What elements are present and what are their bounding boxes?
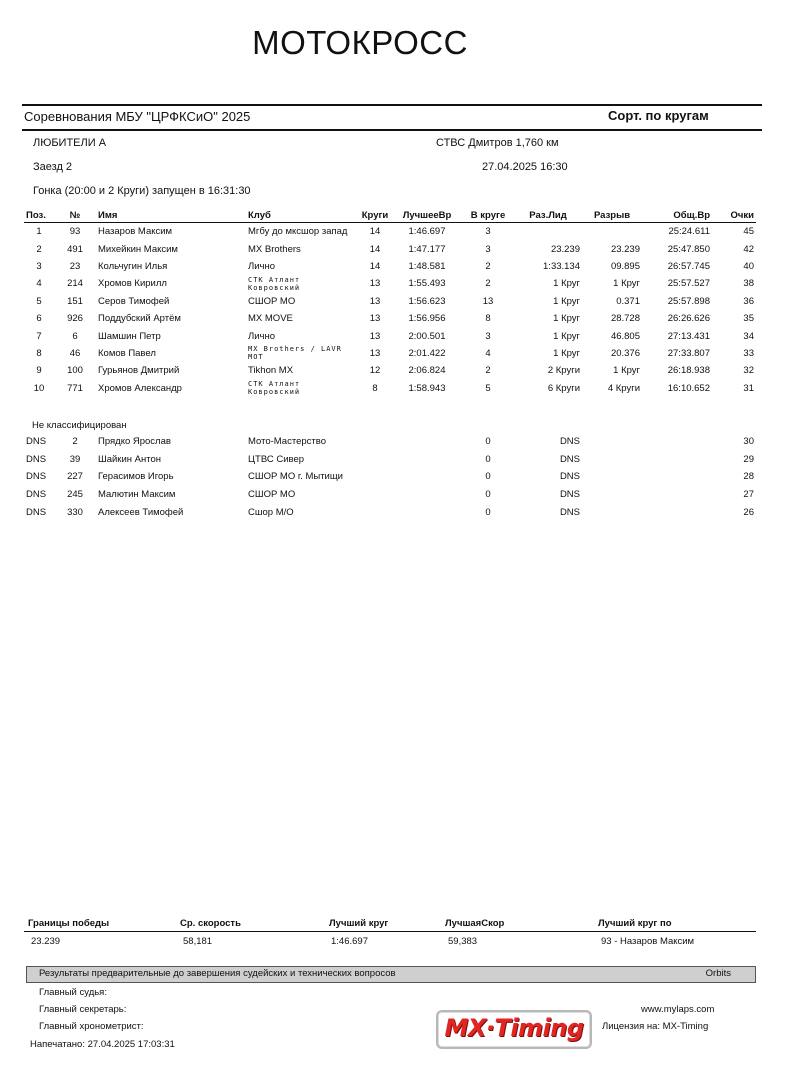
dns-empty: [642, 433, 712, 451]
dns-name: Прядко Ярослав: [98, 436, 171, 448]
banner-software: Orbits: [705, 968, 731, 979]
result-club: MX MOVE: [248, 313, 293, 325]
dns-status: DNS: [559, 471, 580, 483]
dns-club: СШОР МО г. Мытищи: [248, 471, 343, 483]
result-pos: 2: [36, 243, 42, 255]
result-gap-leader: 1 Круг: [553, 347, 580, 359]
result-points: 33: [743, 347, 754, 359]
result-total-time: 16:10.652: [667, 382, 710, 394]
result-name: Михейкин Максим: [98, 243, 178, 255]
dns-empty: [392, 433, 462, 451]
result-number: 23: [69, 260, 81, 272]
result-laps: 8: [372, 382, 378, 394]
dns-empty: [358, 486, 392, 504]
result-points: 36: [743, 295, 754, 307]
best-lap-value: 1:46.697: [331, 936, 368, 947]
result-gap-leader: 6 Круги: [547, 382, 580, 394]
result-best-lap: 2:06.824: [408, 365, 446, 377]
logo-text: MX·Timing: [444, 1014, 584, 1042]
dns-in-lap: 0: [485, 471, 491, 483]
header-rule: [22, 129, 762, 131]
col-club: Клуб: [246, 209, 358, 223]
dns-empty: [582, 503, 642, 521]
result-name: Назаров Максим: [98, 226, 173, 238]
result-points: 40: [743, 260, 754, 272]
race-label: Гонка (20:00 и 2 Круги) запущен в 16:31:30: [33, 185, 251, 197]
result-number: 151: [67, 295, 83, 307]
result-name: Серов Тимофей: [98, 295, 170, 307]
dns-number: 39: [69, 453, 81, 465]
dns-empty: [358, 433, 392, 451]
result-laps: 13: [369, 313, 381, 325]
result-pos: 8: [36, 347, 42, 359]
dns-club: ЦТВС Сивер: [248, 453, 305, 465]
col-num: №: [54, 209, 96, 223]
dns-empty: [392, 451, 462, 469]
col-diff: Разрыв: [582, 209, 642, 223]
result-best-lap: 1:47.177: [408, 243, 446, 255]
dns-status: DNS: [559, 506, 580, 518]
result-club: СТК Атлант Ковровский: [248, 380, 301, 397]
result-gap-prev: 20.376: [610, 347, 640, 359]
result-row: [24, 345, 756, 362]
dns-empty: [392, 468, 462, 486]
best-lap-label: Лучший круг: [329, 918, 389, 929]
result-pos: 10: [33, 382, 45, 394]
result-laps: 12: [369, 365, 381, 377]
dns-number: 245: [67, 489, 83, 501]
result-best-in-lap: 2: [485, 278, 491, 290]
datetime-label: 27.04.2025 16:30: [482, 161, 568, 173]
result-row: [24, 258, 756, 275]
result-name: Шамшин Петр: [98, 330, 161, 342]
result-pos: 7: [36, 330, 42, 342]
result-row: [24, 223, 756, 241]
dns-status: DNS: [559, 453, 580, 465]
result-name: Поддубский Артём: [98, 313, 181, 325]
dns-row: [24, 486, 756, 504]
result-club: Лично: [248, 330, 276, 342]
dns-number: 227: [67, 471, 83, 483]
result-best-lap: 1:58.943: [408, 382, 446, 394]
result-gap-leader: 23.239: [550, 243, 580, 255]
result-name: Гурьянов Дмитрий: [98, 365, 180, 377]
chief-judge-label: Главный судья:: [39, 987, 107, 998]
dns-name: Алексеев Тимофей: [98, 506, 184, 518]
dns-club: Сшор М/О: [248, 506, 294, 518]
chief-secretary-label: Главный секретарь:: [39, 1004, 127, 1015]
result-number: 926: [67, 313, 83, 325]
dns-pos: DNS: [26, 436, 47, 448]
banner-text: Результаты предварительные до завершения судейских и технических вопросов: [39, 968, 396, 979]
result-row: [24, 327, 756, 344]
dns-empty: [392, 486, 462, 504]
track-label: СТВС Дмитров 1,760 км: [436, 137, 559, 149]
result-gap-prev: 4 Круги: [607, 382, 640, 394]
dns-points: 28: [743, 471, 754, 483]
printed-label: Напечатано: 27.04.2025 17:03:31: [30, 1039, 175, 1050]
result-gap-leader: 1 Круг: [553, 295, 580, 307]
results-header: [24, 209, 756, 223]
result-points: 38: [743, 278, 754, 290]
result-pos: 4: [36, 278, 42, 290]
result-number: 93: [69, 226, 81, 238]
heat-label: Заезд 2: [33, 161, 73, 173]
result-total-time: 25:24.611: [668, 226, 710, 238]
dns-club: СШОР МО: [248, 489, 296, 501]
dns-empty: [358, 503, 392, 521]
result-total-time: 25:47.850: [667, 243, 710, 255]
result-laps: 13: [369, 295, 381, 307]
dns-empty: [582, 451, 642, 469]
result-row: [24, 362, 756, 379]
result-total-time: 26:26.626: [667, 313, 710, 325]
result-gap-leader: [514, 223, 582, 241]
license-label: Лицензия на: MX-Timing: [602, 1021, 709, 1032]
dns-name: Герасимов Игорь: [98, 471, 174, 483]
dns-status: DNS: [559, 489, 580, 501]
result-club: MX Brothers: [248, 243, 301, 255]
result-best-in-lap: 4: [485, 347, 491, 359]
col-inlap: В круге: [462, 209, 514, 223]
dns-points: 26: [743, 506, 754, 518]
result-total-time: 25:57.898: [667, 295, 710, 307]
result-pos: 1: [36, 226, 42, 238]
result-best-lap: 1:56.623: [408, 295, 446, 307]
dns-row: [24, 503, 756, 521]
best-speed-label: ЛучшаяСкор: [445, 918, 505, 929]
avg-speed-label: Ср. скорость: [180, 918, 241, 929]
dns-pos: DNS: [26, 489, 47, 501]
result-points: 32: [743, 365, 754, 377]
result-row: [24, 275, 756, 292]
col-laps: Круги: [358, 209, 392, 223]
result-points: 31: [743, 382, 754, 394]
dns-number: 2: [72, 436, 78, 448]
result-number: 6: [72, 330, 78, 342]
result-club: Tikhon MX: [248, 365, 294, 377]
dns-empty: [642, 503, 712, 521]
dns-empty: [642, 486, 712, 504]
result-total-time: 26:18.938: [667, 365, 710, 377]
col-pos: Поз.: [24, 209, 54, 223]
result-laps: 14: [369, 260, 381, 272]
dns-row: [24, 451, 756, 469]
not-classified-table: [24, 433, 756, 521]
result-name: Комов Павел: [98, 347, 156, 359]
dns-points: 27: [743, 489, 754, 501]
dns-number: 330: [67, 506, 83, 518]
dns-empty: [642, 468, 712, 486]
website-label: www.mylaps.com: [641, 1004, 715, 1015]
result-laps: 14: [369, 243, 381, 255]
result-gap-leader: 1 Круг: [553, 278, 580, 290]
win-margin-value: 23.239: [31, 936, 61, 947]
best-lap-by-value: 93 - Назаров Максим: [601, 936, 695, 947]
result-gap-prev: 23.239: [610, 243, 640, 255]
results-table: [24, 209, 756, 397]
top-rule: [22, 104, 762, 106]
result-best-lap: 1:48.581: [408, 260, 446, 272]
dns-empty: [582, 486, 642, 504]
mx-timing-logo: [436, 1010, 592, 1049]
best-speed-value: 59,383: [448, 936, 478, 947]
dns-status: DNS: [559, 436, 580, 448]
dns-in-lap: 0: [485, 489, 491, 501]
competition-title: Соревнования МБУ "ЦРФКСиО" 2025: [24, 109, 251, 124]
result-best-in-lap: 8: [485, 313, 491, 325]
result-club: СТК Атлант Ковровский: [248, 275, 301, 292]
result-gap-prev: [582, 223, 642, 241]
result-gap-prev: 09.895: [610, 260, 640, 272]
win-margin-label: Границы победы: [28, 918, 110, 929]
result-pos: 6: [36, 313, 42, 325]
result-laps: 13: [369, 347, 381, 359]
result-best-in-lap: 3: [485, 243, 491, 255]
result-points: 42: [743, 243, 754, 255]
result-total-time: 27:33.807: [667, 347, 710, 359]
result-points: 35: [743, 313, 754, 325]
result-club: Лично: [248, 260, 276, 272]
col-name: Имя: [96, 209, 246, 223]
result-pos: 5: [36, 295, 42, 307]
result-gap-prev: 1 Круг: [613, 278, 640, 290]
dns-empty: [358, 468, 392, 486]
result-pos: 9: [36, 365, 42, 377]
dns-in-lap: 0: [485, 453, 491, 465]
dns-name: Шайкин Антон: [98, 453, 162, 465]
chief-timekeeper-label: Главный хронометрист:: [39, 1021, 144, 1032]
result-best-lap: 2:00.501: [408, 330, 446, 342]
preliminary-banner: [26, 966, 756, 983]
result-points: 45: [743, 226, 754, 238]
category-label: ЛЮБИТЕЛИ А: [33, 137, 107, 149]
result-best-in-lap: 2: [485, 365, 491, 377]
result-gap-prev: 46.805: [610, 330, 640, 342]
dns-pos: DNS: [26, 506, 47, 518]
result-gap-leader: 2 Круги: [547, 365, 580, 377]
dns-empty: [358, 451, 392, 469]
avg-speed-value: 58,181: [183, 936, 213, 947]
result-row: [24, 310, 756, 327]
result-row: [24, 293, 756, 310]
dns-row: [24, 468, 756, 486]
col-total: Общ.Вр: [642, 209, 712, 223]
sort-label: Сорт. по кругам: [608, 108, 709, 123]
result-row: [24, 240, 756, 257]
result-total-time: 25:57.527: [667, 278, 710, 290]
col-points: Очки: [712, 209, 756, 223]
result-best-lap: 1:46.697: [408, 226, 446, 238]
result-number: 214: [67, 278, 83, 290]
result-best-lap: 1:56.956: [408, 313, 446, 325]
dns-row: [24, 433, 756, 451]
dns-in-lap: 0: [485, 506, 491, 518]
dns-in-lap: 0: [485, 436, 491, 448]
result-pos: 3: [36, 260, 42, 272]
result-club: Мгбу до мксшор запад: [248, 226, 348, 238]
result-best-in-lap: 3: [485, 226, 491, 238]
result-best-lap: 2:01.422: [408, 347, 446, 359]
best-lap-by-label: Лучший круг по: [598, 918, 672, 929]
result-row: [24, 380, 756, 397]
dns-points: 30: [743, 436, 754, 448]
dns-empty: [392, 503, 462, 521]
summary-rule: [24, 931, 756, 932]
dns-empty: [642, 451, 712, 469]
dns-pos: DNS: [26, 453, 47, 465]
result-best-in-lap: 2: [485, 260, 491, 272]
not-classified-label: Не классифицирован: [32, 420, 127, 431]
col-best: ЛучшееВр: [392, 209, 462, 223]
dns-pos: DNS: [26, 471, 47, 483]
result-club: СШОР МО: [248, 295, 296, 307]
result-best-in-lap: 5: [485, 382, 491, 394]
result-number: 100: [67, 365, 83, 377]
result-name: Хромов Александр: [98, 382, 182, 394]
result-points: 34: [743, 330, 754, 342]
result-gap-leader: 1 Круг: [553, 313, 580, 325]
result-gap-prev: 0.371: [616, 295, 640, 307]
dns-points: 29: [743, 453, 754, 465]
result-gap-prev: 1 Круг: [613, 365, 640, 377]
result-laps: 14: [369, 226, 381, 238]
result-laps: 13: [369, 330, 381, 342]
result-name: Хромов Кирилл: [98, 278, 167, 290]
dns-club: Мото-Мастерство: [248, 436, 326, 448]
result-gap-prev: 28.728: [610, 313, 640, 325]
page-title: МОТОКРОСС: [252, 24, 468, 61]
result-total-time: 27:13.431: [667, 330, 710, 342]
dns-empty: [582, 468, 642, 486]
result-total-time: 26:57.745: [667, 260, 710, 272]
result-laps: 13: [369, 278, 381, 290]
dns-empty: [582, 433, 642, 451]
result-club: MX Brothers / LAVR MOT: [248, 345, 342, 362]
result-best-in-lap: 13: [482, 295, 494, 307]
result-best-in-lap: 3: [485, 330, 491, 342]
result-gap-leader: 1:33.134: [543, 260, 580, 272]
result-number: 491: [67, 243, 83, 255]
dns-name: Малютин Максим: [98, 489, 176, 501]
result-number: 771: [67, 382, 83, 394]
result-best-lap: 1:55.493: [408, 278, 446, 290]
col-gap-lead: Раз.Лид: [514, 209, 582, 223]
result-number: 46: [69, 347, 81, 359]
result-name: Кольчугин Илья: [98, 260, 168, 272]
result-gap-leader: 1 Круг: [553, 330, 580, 342]
